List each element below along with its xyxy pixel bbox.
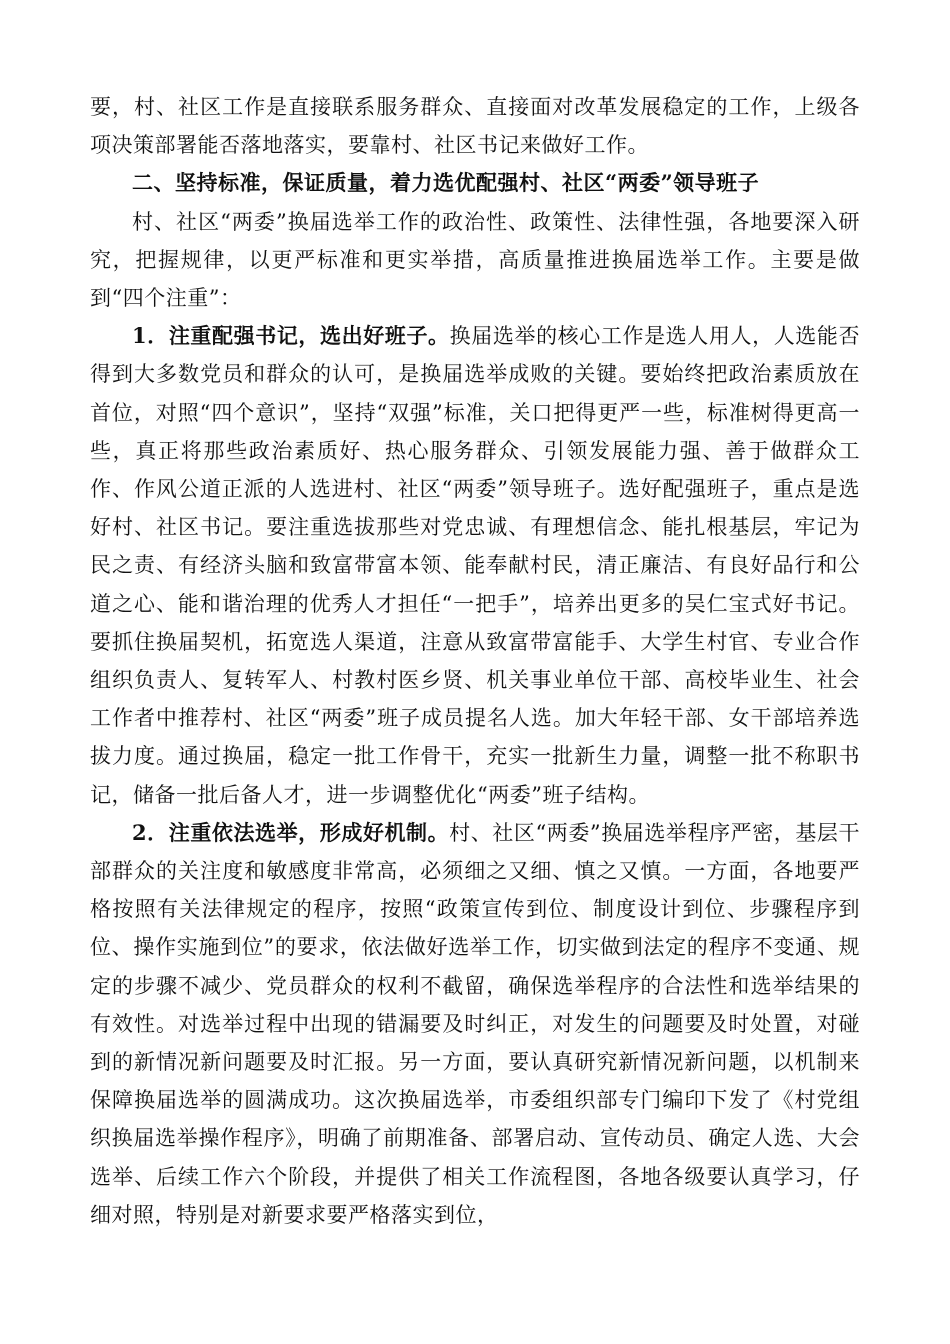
item-2-body: 村、社区“两委”换届选举程序严密，基层干部群众的关注度和敏感度非常高，必须细之又细、慎之又慎。一方面，各地要严格按照有关法律规定的程序，按照“政策宣传到位、制度设计到位、步骤程序到位、操作实施到位”的要求，依法做好选举工作，切实做到法定的程序不变通、规定的步骤不减少、党员群众的权利不截留，确保选举程序的合法性和选举结果的有效性。对选举过程中出现的错漏要及时纠正，对发生的问题要及时处置，对碰到的新情况新问题要及时汇报。另一方面，要认真研究新情况新问题，以机制来保障换届选举的圆满成功。这次换届选举，市委组织部专门编印下发了《村党组织换届选举操作程序》，明确了前期准备、部署启动、宣传动员、确定人选、大会选举、后续工作六个阶段，并提供了相关工作流程图，各地各级要认真学习，仔细对照，特别是对新要求要严格落实到位， xyxy=(90,820,860,1227)
document-page xyxy=(90,88,860,1234)
section-heading: 二、坚持标准，保证质量，着力选优配强村、社区“两委”领导班子 xyxy=(132,170,760,196)
paragraph-intro: 村、社区“两委”换届选举工作的政治性、政策性、法律性强，各地要深入研究，把握规律，以更严标准和更实举措，高质量推进换届选举工作。主要是做到“四个注重”： xyxy=(90,209,860,311)
paragraph-item-2 xyxy=(90,814,860,1234)
item-1-lead: 1．注重配强书记，选出好班子。 xyxy=(132,323,450,349)
paragraph-continued: 要，村、社区工作是直接联系服务群众、直接面对改革发展稳定的工作，上级各项决策部署能否落地落实，要靠村、社区书记来做好工作。 xyxy=(90,95,860,158)
paragraph-item-1 xyxy=(90,317,860,814)
item-1-body: 换届选举的核心工作是选人用人，人选能否得到大多数党员和群众的认可，是换届选举成败的关键。要始终把政治素质放在首位，对照“四个意识”，坚持“双强”标准，关口把得更严一些，标准树得更高一些，真正将那些政治素质好、热心服务群众、引领发展能力强、善于做群众工作、作风公道正派的人选进村、社区“两委”领导班子。选好配强班子，重点是选好村、社区书记。要注重选拔那些对党忠诚、有理想信念、能扎根基层，牢记为民之责、有经济头脑和致富带富本领、能奉献村民，清正廉洁、有良好品行和公道之心、能和谐治理的优秀人才担任“一把手”，培养出更多的吴仁宝式好书记。要抓住换届契机，拓宽选人渠道，注意从致富带富能手、大学生村官、专业合作组织负责人、复转军人、村教村医乡贤、机关事业单位干部、高校毕业生、社会工作者中推荐村、社区“两委”班子成员提名人选。加大年轻干部、女干部培养选拔力度。通过换届，稳定一批工作骨干，充实一批新生力量，调整一批不称职书记，储备一批后备人才，进一步调整优化“两委”班子结构。 xyxy=(90,324,860,807)
item-2-lead: 2．注重依法选举，形成好机制。 xyxy=(132,819,450,845)
